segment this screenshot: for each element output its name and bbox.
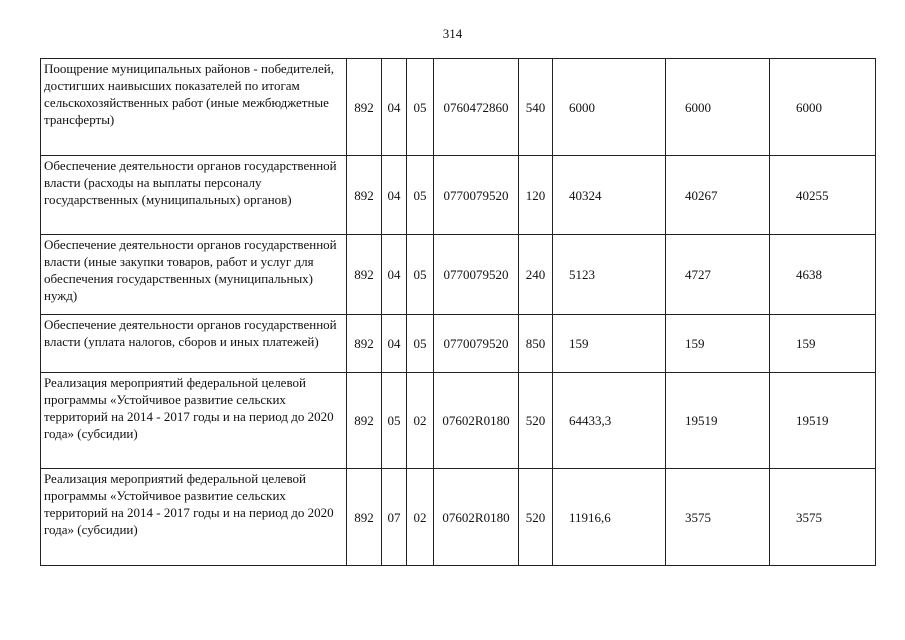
table-row [41,315,876,373]
expense-type-code: 120 [519,156,553,235]
subsection-code: 05 [407,59,434,156]
table-row [41,469,876,566]
budget-table [40,58,876,566]
section-code: 04 [382,59,407,156]
expense-type-code: 240 [519,235,553,315]
amount-year-2: 40267 [666,156,770,235]
subsection-code: 05 [407,156,434,235]
amount-year-2: 6000 [666,59,770,156]
expense-type-code: 520 [519,373,553,469]
table-row [41,373,876,469]
target-article-code: 07602R0180 [434,469,519,566]
subsection-code: 02 [407,373,434,469]
amount-year-3: 4638 [770,235,876,315]
row-description: Реализация мероприятий федеральной целевой программы «Устойчивое развитие сельских территорий на 2014 - 2017 годы и на период до 2020 года» (субсидии) [41,373,347,469]
amount-year-1: 11916,6 [553,469,666,566]
amount-year-2: 19519 [666,373,770,469]
section-code: 04 [382,156,407,235]
amount-year-2: 4727 [666,235,770,315]
ministry-code: 892 [347,59,382,156]
ministry-code: 892 [347,469,382,566]
target-article-code: 0770079520 [434,235,519,315]
amount-year-1: 40324 [553,156,666,235]
amount-year-2: 3575 [666,469,770,566]
section-code: 04 [382,235,407,315]
amount-year-1: 6000 [553,59,666,156]
row-description: Обеспечение деятельности органов государственной власти (расходы на выплаты персоналу государственных (муниципальных) органов) [41,156,347,235]
table-row [41,59,876,156]
target-article-code: 07602R0180 [434,373,519,469]
amount-year-3: 159 [770,315,876,373]
row-description: Обеспечение деятельности органов государственной власти (уплата налогов, сборов и иных платежей) [41,315,347,373]
amount-year-3: 3575 [770,469,876,566]
subsection-code: 05 [407,235,434,315]
section-code: 05 [382,373,407,469]
subsection-code: 05 [407,315,434,373]
expense-type-code: 850 [519,315,553,373]
expense-type-code: 540 [519,59,553,156]
amount-year-3: 19519 [770,373,876,469]
row-description: Реализация мероприятий федеральной целевой программы «Устойчивое развитие сельских территорий на 2014 - 2017 годы и на период до 2020 года» (субсидии) [41,469,347,566]
section-code: 07 [382,469,407,566]
amount-year-1: 5123 [553,235,666,315]
subsection-code: 02 [407,469,434,566]
page-number: 314 [442,26,463,41]
table-row [41,235,876,315]
ministry-code: 892 [347,235,382,315]
target-article-code: 0770079520 [434,156,519,235]
expense-type-code: 520 [519,469,553,566]
target-article-code: 0770079520 [434,315,519,373]
target-article-code: 0760472860 [434,59,519,156]
section-code: 04 [382,315,407,373]
amount-year-3: 6000 [770,59,876,156]
ministry-code: 892 [347,315,382,373]
amount-year-3: 40255 [770,156,876,235]
ministry-code: 892 [347,373,382,469]
row-description: Поощрение муниципальных районов - победителей, достигших наивысших показателей по итогам сельскохозяйственных работ (иные межбюджетные трансферты) [41,59,347,156]
amount-year-2: 159 [666,315,770,373]
row-description: Обеспечение деятельности органов государственной власти (иные закупки товаров, работ и услуг для обеспечения государственных (муниципальных) нужд) [41,235,347,315]
table-row [41,156,876,235]
ministry-code: 892 [347,156,382,235]
amount-year-1: 64433,3 [553,373,666,469]
amount-year-1: 159 [553,315,666,373]
